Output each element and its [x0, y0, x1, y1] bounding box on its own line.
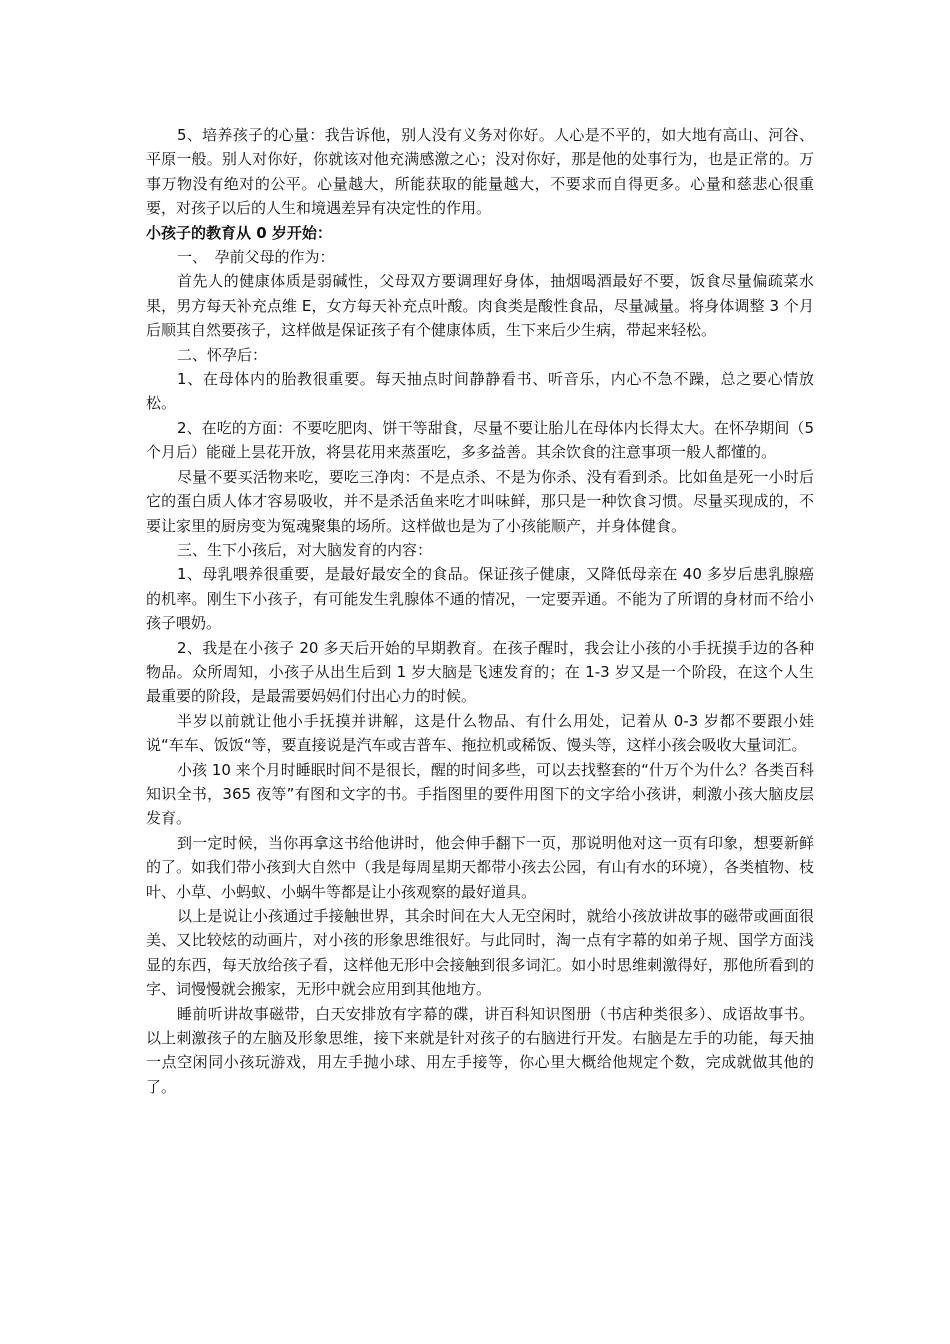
paragraph-heart-capacity: 5、培养孩子的心量：我告诉他，别人没有义务对你好。人心是不平的，如大地有高山、河谷、平原一般。别人对你好，你就该对他充满感激之心；没对你好，那是他的处事行为，也是正常的。万事万物没有绝对的公平。心量越大，所能获取的能量越大，不要求而自得更多。心量和慈悲心很重要，对孩子以后的人生和境遇差异有决定性的作用。 [146, 126, 814, 218]
paragraph-pre-pregnancy-health: 首先人的健康体质是弱碱性，父母双方要调理好身体，抽烟喝酒最好不要，饭食尽量偏疏菜水果，男方每天补充点维 E，女方每天补充点叶酸。肉食类是酸性食品，尽量减量。将身体调整 3 个月后顺其自然要孩子，这样做是保证孩子有个健康体质，生下来后少生病，带起来轻松。 [146, 272, 814, 340]
paragraph-stories-animation: 以上是说让小孩通过手接触世界，其余时间在大人无空闲时，就给小孩放讲故事的磁带或画面很美、又比较炫的动画片，对小孩的形象思维很好。与此同时，淘一点有字幕的如弟子规、国学方面浅显的东西，每天放给孩子看，这样他无形中会接触到很多词汇。如小时思维刺激得好，那他所看到的字、词慢慢就会搬家，无形中就会应用到其他地方。 [146, 907, 814, 999]
section-heading: 小孩子的教育从 0 岁开始： [146, 223, 332, 242]
paragraph-nature: 到一定时候，当你再拿这书给他讲时，他会伸手翻下一页，那说明他对这一页有印象，想要新鲜的了。如我们带小孩到大自然中（我是每周星期天都带小孩去公园，有山有水的环境），各类植物、枝叶、小草、小蚂蚁、小蜗牛等都是让小孩观察的最好道具。 [146, 833, 814, 901]
subheading-after-birth: 三、生下小孩后，对大脑发育的内容： [177, 540, 433, 559]
paragraph-right-brain: 睡前听讲故事磁带，白天安排放有字幕的碟，讲百科知识图册（书店种类很多）、成语故事书。以上刺激孩子的左脑及形象思维，接下来就是针对孩子的右脑进行开发。右脑是左手的功能，每天抽一点空闲同小孩玩游戏，用左手抛小球、用左手接等，你心里大概给他规定个数，完成就做其他的了。 [146, 1004, 814, 1096]
paragraph-picture-books: 小孩 10 来个月时睡眠时间不是很长，醒的时间多些，可以去找整套的“什万个为什么？各类百科知识全书，365 夜等”有图和文字的书。手指图里的要件用图下的文字给小孩讲，刺激小孩大脑皮层发育。 [146, 760, 814, 828]
paragraph-clean-meat: 尽量不要买活物来吃，要吃三净肉：不是点杀、不是为你杀、没有看到杀。比如鱼是死一小时后它的蛋白质人体才容易吸收，并不是杀活鱼来吃才叫味鲜，那只是一种饮食习惯。尽量买现成的，不要让家里的厨房变为冤魂聚集的场所。这样做也是为了小孩能顺产，并身体健食。 [146, 467, 814, 535]
paragraph-vocabulary: 半岁以前就让他小手抚摸并讲解，这是什么物品、有什么用处，记着从 0-3 岁都不要跟小娃说“车车、饭饭“等，要直接说是汽车或吉普车、拖拉机或稀饭、馒头等，这样小孩会吸收大量词汇。 [146, 711, 814, 755]
paragraph-diet: 2、在吃的方面：不要吃肥肉、饼干等甜食，尽量不要让胎儿在母体内长得太大。在怀孕期间（5 个月后）能碰上昙花开放，将昙花用来蒸蛋吃，多多益善。其余饮食的注意事项一般人都懂的。 [146, 418, 814, 462]
paragraph-breastfeeding: 1、母乳喂养很重要，是最好最安全的食品。保证孩子健康，又降低母亲在 40 多岁后患乳腺癌的机率。刚生下小孩子，有可能发生乳腺体不通的情况，一定要弄通。不能为了所谓的身材而不给小孩子喂奶。 [146, 565, 814, 633]
document-body [146, 123, 814, 1099]
paragraph-prenatal-education: 1、在母体内的胎教很重要。每天抽点时间静静看书、听音乐，内心不急不躁，总之要心情放松。 [146, 370, 814, 413]
paragraph-early-education: 2、我是在小孩子 20 多天后开始的早期教育。在孩子醒时，我会让小孩的小手抚摸手边的各种物品。众所周知，小孩子从出生后到 1 岁大脑是飞速发育的；在 1-3 岁又是一个阶段，在这个人生最重要的阶段，是最需要妈妈们付出心力的时候。 [146, 638, 814, 706]
subheading-pre-pregnancy: 一、 孕前父母的作为： [177, 248, 335, 267]
subheading-after-pregnancy: 二、怀孕后： [177, 345, 268, 364]
